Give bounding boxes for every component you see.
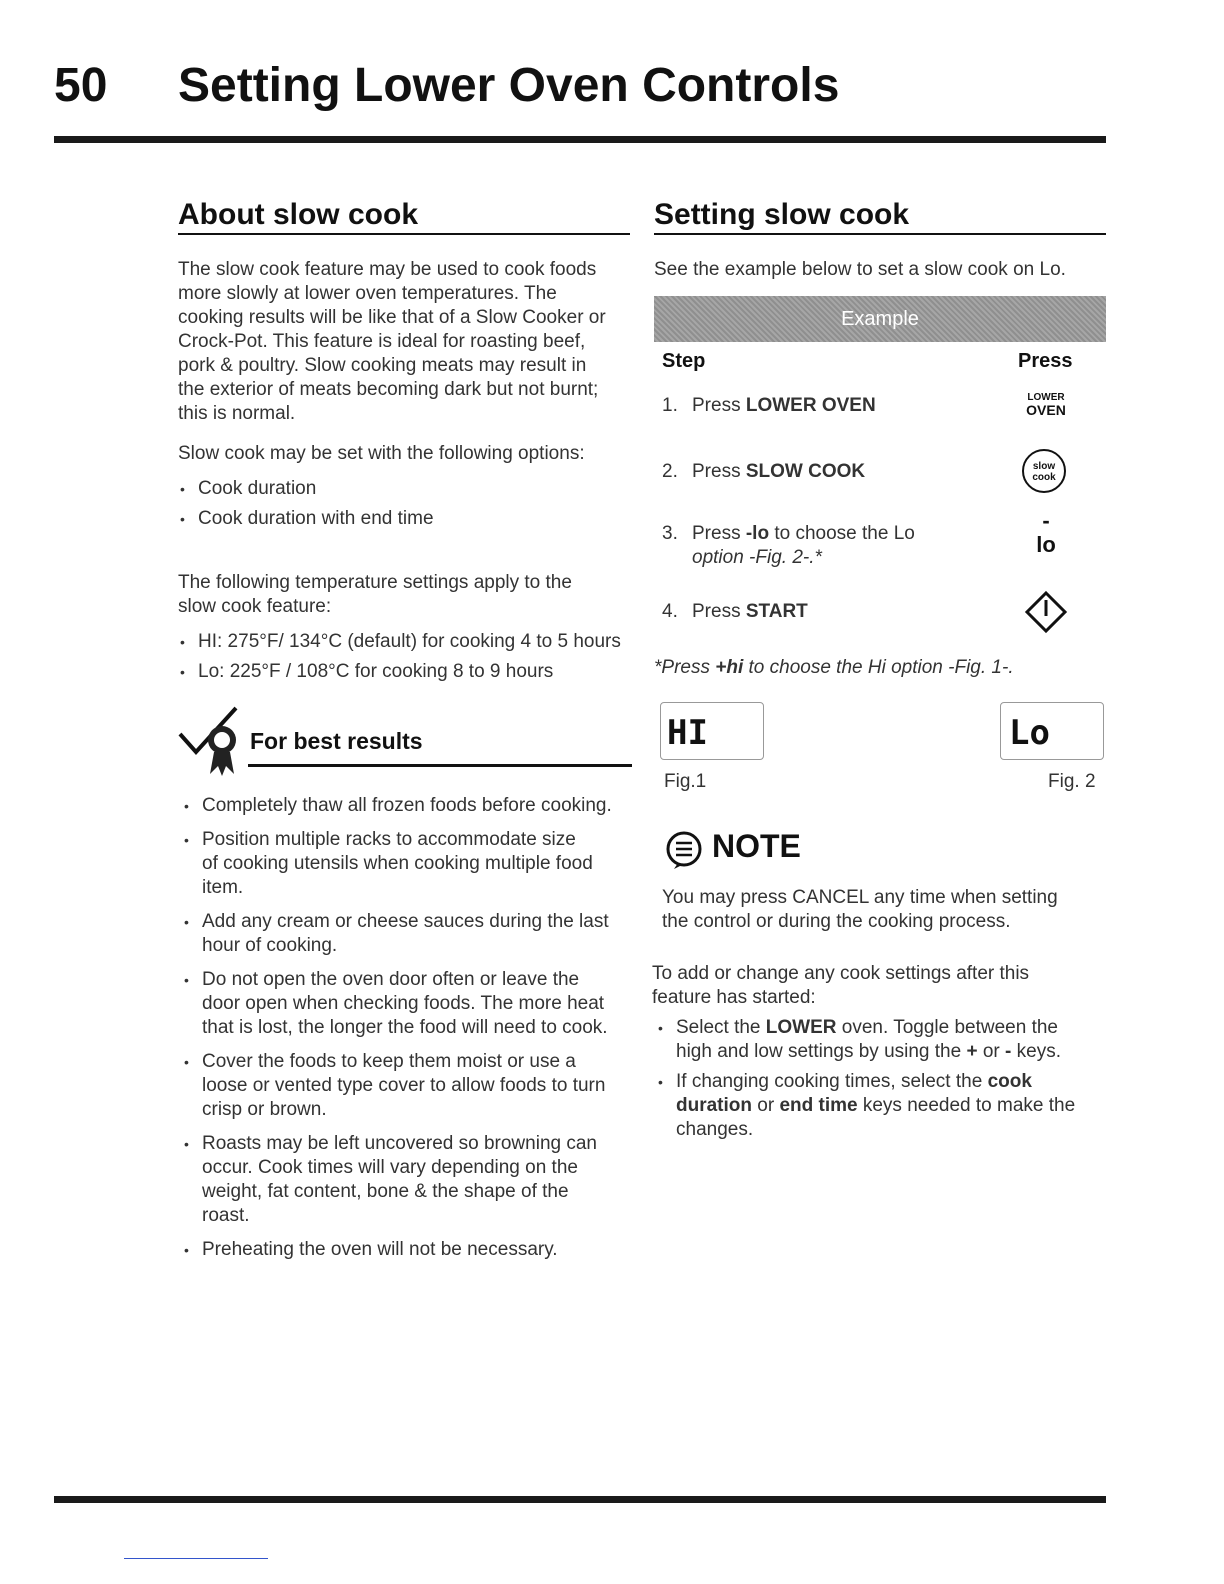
step-3: 3. Press -lo to choose the Lo option -Fig. 2-.*: [662, 523, 915, 568]
temps-list: [176, 630, 646, 694]
change-intro: To add or change any cook settings after this feature has started:: [652, 963, 1030, 1008]
temps-intro-line: The following temperature settings apply to the: [178, 572, 572, 593]
best-results-heading: For best results: [250, 728, 423, 754]
step-1: 1. Press LOWER OVEN: [662, 395, 876, 416]
list-item: • HI: 275°F/ 134°C (default) for cooking 4 to 5 hours: [176, 630, 646, 654]
about-intro-line: The slow cook feature may be used to cook foods: [178, 259, 597, 280]
lower-oven-key[interactable]: LOWER OVEN: [1026, 392, 1066, 418]
page-title: Setting Lower Oven Controls: [178, 59, 840, 112]
lo-key[interactable]: - lo: [1036, 508, 1056, 557]
about-heading: About slow cook: [178, 198, 630, 235]
about-intro-line: Crock-Pot. This feature is ideal for roasting beef,: [178, 331, 586, 352]
list-item: • Position multiple racks to accommodate size of cooking utensils when cooking multiple food item.: [180, 828, 650, 900]
best-results-list: [180, 794, 650, 1272]
ribbon-check-icon: [176, 704, 246, 780]
slow-cook-key[interactable]: slow cook: [1022, 449, 1066, 493]
step-2: 2. Press SLOW COOK: [662, 461, 866, 482]
list-item: • Lo: 225°F / 108°C for cooking 8 to 9 hours: [176, 660, 646, 684]
temps-intro-line: slow cook feature:: [178, 596, 332, 617]
note-heading: NOTE: [712, 828, 801, 864]
setting-heading: Setting slow cook: [654, 198, 1106, 235]
temps-intro: [178, 571, 638, 619]
example-banner: Example: [654, 296, 1106, 342]
step-column-header: Step: [662, 350, 706, 372]
list-item: • Add any cream or cheese sauces during the last hour of cooking.: [180, 910, 650, 958]
step-4: 4. Press START: [662, 601, 808, 622]
list-item: • Cook duration with end time: [176, 507, 636, 531]
about-intro: [178, 258, 638, 426]
note-text: You may press CANCEL any time when setting the control or during the cooking process.: [662, 887, 1058, 932]
about-intro-line: this is normal.: [178, 403, 296, 424]
footer-link-underline: [124, 1558, 268, 1559]
setting-intro: See the example below to set a slow cook on Lo.: [654, 259, 1066, 280]
list-item: • Completely thaw all frozen foods before cooking.: [180, 794, 650, 818]
note-icon: [664, 830, 704, 870]
about-intro-line: pork & poultry. Slow cooking meats may result in: [178, 355, 587, 376]
about-intro-line: cooking results will be like that of a Slow Cooker or: [178, 307, 606, 328]
list-item: • Select the LOWER oven. Toggle between the high and low settings by using the + or - keys.: [654, 1016, 1104, 1064]
page-number: 50: [54, 59, 108, 112]
best-results-rule: [248, 764, 632, 767]
options-intro: Slow cook may be set with the following options:: [178, 443, 585, 464]
display-lo: Lo: [1000, 702, 1104, 760]
list-item: • If changing cooking times, select the cook duration or end time keys needed to make the changes.: [654, 1070, 1104, 1142]
options-list: [176, 477, 636, 541]
about-intro-line: the exterior of meats becoming dark but not burnt;: [178, 379, 599, 400]
fig1-label: Fig.1: [664, 771, 707, 792]
footer-rule: [54, 1496, 1106, 1503]
change-list: [654, 1016, 1104, 1152]
start-icon[interactable]: [1024, 590, 1068, 634]
list-item: • Roasts may be left uncovered so browning can occur. Cook times will vary depending on the weight, fat content, bone & the shape of the roast.: [180, 1132, 650, 1228]
fig2-label: Fig. 2: [1048, 771, 1096, 792]
hi-footnote: *Press +hi to choose the Hi option -Fig. 1-.: [654, 657, 1014, 678]
list-item: • Cover the foods to keep them moist or use a loose or vented type cover to allow foods to turn crisp or brown.: [180, 1050, 650, 1122]
list-item: • Do not open the oven door often or leave the door open when checking foods. The more heat that is lost, the longer the food will need to cook.: [180, 968, 650, 1040]
display-hi: HI: [660, 702, 764, 760]
header-rule: [54, 136, 1106, 143]
list-item: • Cook duration: [176, 477, 636, 501]
press-column-header: Press: [1018, 350, 1073, 372]
list-item: • Preheating the oven will not be necessary.: [180, 1238, 650, 1262]
about-intro-line: more slowly at lower oven temperatures. The: [178, 283, 557, 304]
